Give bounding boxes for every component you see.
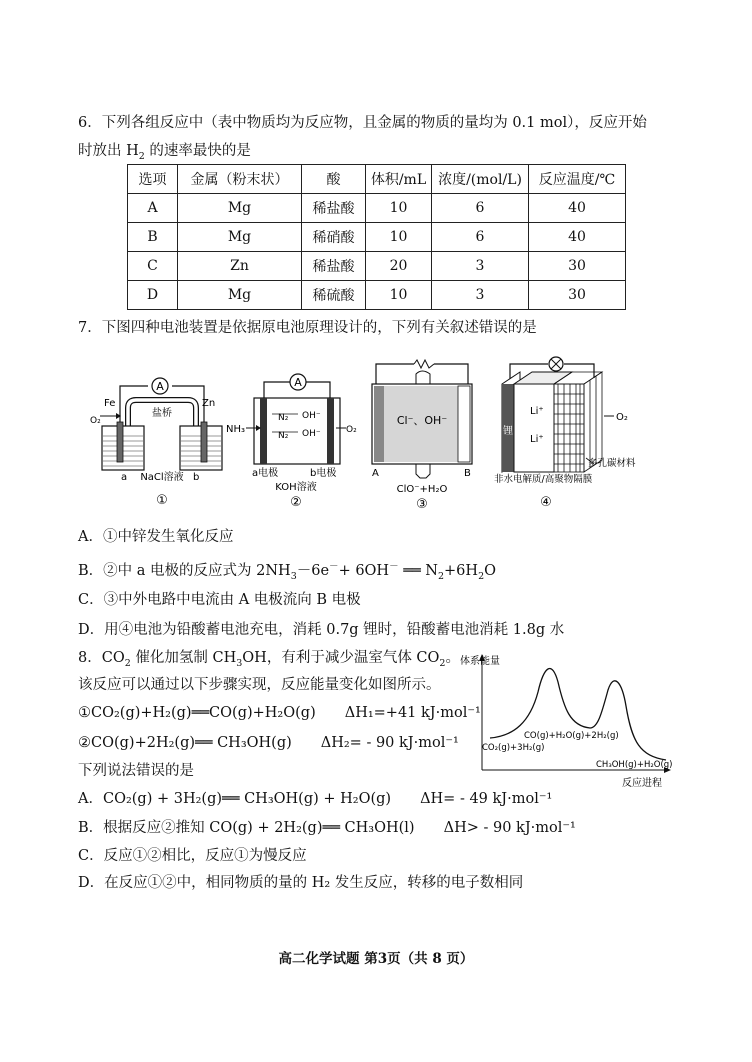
table-cell: 40 <box>529 223 626 252</box>
q8-stem-sub: 2 <box>439 657 446 669</box>
opt-b-sup: － <box>389 561 399 573</box>
opt-b-sub: 2 <box>437 570 445 582</box>
fe-label: Fe <box>104 398 116 409</box>
q8-stem-part: 催化加氢制 CH <box>130 650 237 666</box>
battery-diagram-3 <box>364 352 480 514</box>
q8-option-d: D．在反应①②中，相同物质的量的 H₂ 发生反应，转移的电子数相同 <box>78 875 524 891</box>
table-cell: D <box>128 281 178 310</box>
intermediate-state-label: CO(g)+H₂O(g)+2H₂(g) <box>524 731 619 741</box>
table-cell: 3 <box>432 281 529 310</box>
battery-diagram-1 <box>88 366 236 514</box>
table-cell: 稀盐酸 <box>302 252 366 281</box>
q8-option-a: A．CO₂(g) + 3H₂(g)══ CH₃OH(g) + H₂O(g) ΔH= - 49 kJ·mol⁻¹ <box>78 791 553 807</box>
table-cell: A <box>128 194 178 223</box>
q7-stem: 7．下图四种电池装置是依据原电池原理设计的，下列有关叙述错误的是 <box>78 320 537 336</box>
table-cell: 稀硝酸 <box>302 223 366 252</box>
q7-option-b <box>78 561 496 581</box>
table-row <box>128 194 626 223</box>
oh-top-label: OH⁻ <box>302 411 321 421</box>
table-header-cell: 金属（粉末状） <box>178 165 302 194</box>
opt-b-part: ══ N <box>398 563 438 579</box>
li-ion-2: Li⁺ <box>530 434 544 445</box>
opt-b-sub: 2 <box>478 570 485 582</box>
table-cell: C <box>128 252 178 281</box>
n2-bottom-label: N₂ <box>278 431 289 441</box>
battery-diagram-4 <box>490 354 660 514</box>
table-cell: 40 <box>529 194 626 223</box>
q8-reaction-1: ①CO₂(g)+H₂(g)══CO(g)+H₂O(g) ΔH₁=+41 kJ·mol⁻¹ <box>78 705 481 721</box>
table-cell: 30 <box>529 281 626 310</box>
figure-number: ④ <box>540 495 552 510</box>
figure-number: ③ <box>416 497 428 512</box>
o2-label: O₂ <box>90 416 101 426</box>
table-cell: 10 <box>366 194 432 223</box>
carbon-label: 多孔碳材料 <box>588 458 636 469</box>
b-electrode-label: B <box>464 468 471 479</box>
opt-b-part: +6H <box>444 563 479 579</box>
membrane-label: 非水电解质/高聚物隔膜 <box>494 474 593 485</box>
lithium-label: 锂 <box>503 426 513 437</box>
n2-top-label: N₂ <box>278 413 289 423</box>
end-state-label: CH₃OH(g)+H₂O(g) <box>596 760 673 770</box>
battery-diagram-2 <box>224 366 364 514</box>
table-cell: 稀硫酸 <box>302 281 366 310</box>
salt-bridge-label: 盐桥 <box>152 408 172 419</box>
opt-b-sup: － <box>329 561 339 573</box>
ammeter-label: A <box>156 380 164 393</box>
table-header-row <box>128 165 626 194</box>
table-header-cell: 酸 <box>302 165 366 194</box>
a-electrode-label: A <box>372 468 379 479</box>
table-cell: Mg <box>178 223 302 252</box>
table-row <box>128 252 626 281</box>
opt-b-part: O <box>484 563 496 579</box>
q6-stem-line2 <box>78 141 251 161</box>
table-cell: Zn <box>178 252 302 281</box>
resistor-icon <box>414 360 434 368</box>
figure-number: ② <box>290 495 302 510</box>
q8-stem-part: 8．CO <box>78 650 125 666</box>
table-cell: 30 <box>529 252 626 281</box>
table-cell: 20 <box>366 252 432 281</box>
figure-number: ① <box>156 493 168 508</box>
b-label: b <box>193 472 200 483</box>
table-cell: 6 <box>432 223 529 252</box>
q8-stem-sub: 2 <box>124 657 131 669</box>
table-header-cell: 选项 <box>128 165 178 194</box>
q6-stem-line1: 6．下列各组反应中（表中物质均为反应物，且金属的物质的量均为 0.1 mol），反应开始 <box>78 115 647 131</box>
opt-b-part: B．②中 a 电极的反应式为 2NH <box>78 563 291 579</box>
q8-stem-sub: 3 <box>236 657 243 669</box>
table-cell: 10 <box>366 223 432 252</box>
q7-option-a: A．①中锌发生氧化反应 <box>78 529 234 545</box>
o2-label: O₂ <box>346 425 357 435</box>
table-header-cell: 体积/mL <box>366 165 432 194</box>
solution-label: NaCl溶液 <box>140 472 184 483</box>
x-axis-label: 反应进程 <box>622 778 662 789</box>
a-label: a <box>121 472 128 483</box>
q7-option-c: C．③中外电路中电流由 A 电极流向 B 电极 <box>78 592 361 608</box>
q8-stem-line1 <box>78 648 460 668</box>
table-row <box>128 223 626 252</box>
table-cell: 稀盐酸 <box>302 194 366 223</box>
start-state-label: CO₂(g)+3H₂(g) <box>482 743 545 753</box>
q8-reaction-2: ②CO(g)+2H₂(g)══ CH₃OH(g) ΔH₂= - 90 kJ·mol⁻¹ <box>78 735 459 751</box>
opt-b-part: + 6OH <box>338 563 390 579</box>
solution-label: KOH溶液 <box>275 482 317 493</box>
table-cell: Mg <box>178 281 302 310</box>
table-cell: B <box>128 223 178 252</box>
q8-ask: 下列说法错误的是 <box>78 763 194 779</box>
q8-option-c: C．反应①②相比，反应①为慢反应 <box>78 848 307 864</box>
a-electrode-label: a电极 <box>252 468 279 479</box>
table-header-cell: 浓度/(mol/L) <box>432 165 529 194</box>
inlet-label: ClO⁻+H₂O <box>396 484 448 495</box>
q8-option-b: B．根据反应②推知 CO(g) + 2H₂(g)══ CH₃OH(l) ΔH> - 90 kJ·mol⁻¹ <box>78 820 576 836</box>
page-footer: 高二化学试题 第3页（共 8 页） <box>278 951 474 967</box>
q8-stem-part: 。 <box>445 650 460 666</box>
q7-option-d: D．用④电池为铅酸蓄电池充电，消耗 0.7g 锂时，铅酸蓄电池消耗 1.8g 水 <box>78 622 565 638</box>
li-ion-1: Li⁺ <box>530 406 544 417</box>
q6-stem-text-b: 的速率最快的是 <box>144 143 251 159</box>
table-row <box>128 281 626 310</box>
table-cell: 3 <box>432 252 529 281</box>
nh3-label: NH₃ <box>226 424 246 435</box>
q6-table <box>127 164 626 310</box>
ammeter-label: A <box>294 376 302 389</box>
b-electrode-label: b电极 <box>310 468 337 479</box>
oh-bottom-label: OH⁻ <box>302 429 321 439</box>
table-cell: Mg <box>178 194 302 223</box>
ions-label: Cl⁻、OH⁻ <box>396 414 448 427</box>
q8-stem-line2: 该反应可以通过以下步骤实现，反应能量变化如图所示。 <box>78 677 441 693</box>
q6-stem-sub: 2 <box>138 150 145 162</box>
table-cell: 6 <box>432 194 529 223</box>
table-cell: 10 <box>366 281 432 310</box>
q6-stem-text-a: 时放出 H <box>78 143 139 159</box>
opt-b-sub: 3 <box>290 570 297 582</box>
y-axis-label: 体系能量 <box>460 656 500 667</box>
table-header-cell: 反应温度/℃ <box>529 165 626 194</box>
zn-label: Zn <box>202 398 216 409</box>
o2-label: O₂ <box>616 412 628 423</box>
energy-profile-graph <box>452 652 678 794</box>
q8-stem-part: OH，有利于减少温室气体 CO <box>242 650 440 666</box>
opt-b-part: －6e <box>296 563 330 579</box>
